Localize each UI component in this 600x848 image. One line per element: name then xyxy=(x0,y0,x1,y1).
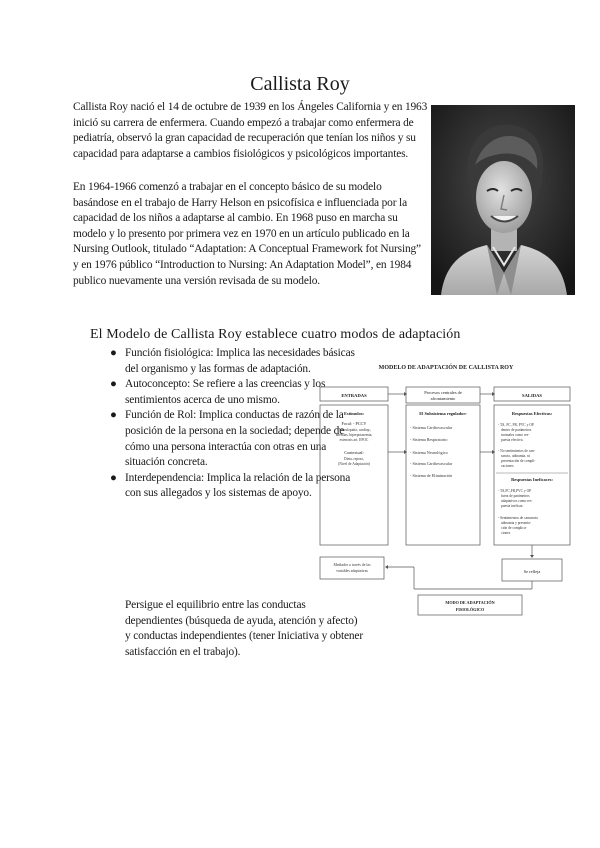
subsystems-title: El Subsistema regulador: xyxy=(419,411,467,416)
ineffective-line: - TA,FC,FR,PVC y OP xyxy=(498,489,532,493)
effective-line: puesta efectiva. xyxy=(501,438,524,442)
page-title: Callista Roy xyxy=(250,73,350,95)
contextual-detail-2: (Nivel de Adaptación) xyxy=(338,462,370,466)
mode-physiological: Función fisiológica: Implica las necesidades básicas del organismo y las formas de adaptación. xyxy=(125,347,355,375)
adaptation-mode-line1: MODO DE ADAPTACIÓN xyxy=(445,600,495,605)
biography-paragraph-1: Callista Roy nació el 14 de octubre de 1939 en los Ángeles California y en 1963 inició su carrera de enfermera. Cuando empezó a trabajar como enfermera de pediatría, observó la gran capacidad de recuperación que tenían los niños y su capacidad para adaptarse a cambios fisiológicos y psicológicos importantes. xyxy=(73,101,428,160)
adaptation-mode-box xyxy=(418,595,522,615)
diagram-title: MODELO DE ADAPTACIÓN DE CALLISTA ROY xyxy=(378,365,514,371)
portrait-photo xyxy=(431,105,575,295)
mediator-line2: variables adaptativas xyxy=(336,569,368,573)
effective-line: presentación de compli- xyxy=(501,459,536,463)
interdependence-detail: Persigue el equilibrio entre las conductas dependientes (búsqueda de ayuda, atención y afecto) y conductas independientes (tener Iniciativa y obtener satisfacción en el trabajo). xyxy=(125,599,363,658)
bullet-icon: ● xyxy=(110,471,117,484)
processes-header-line2: afrontamiento xyxy=(430,396,456,401)
effective-line: caciones. xyxy=(501,464,515,468)
biography-paragraph-2: En 1964-1966 comenzó a trabajar en el concepto básico de su modelo basándose en el trabajo de Harry Helson en psicofísica e influenciada por la capacidad de los niños a adaptarse al cambio. En 1968 puso en marcha su modelo y lo presento por primera vez en 1970 en un artículo publicado en la Nursing Outlook, titulado “Adaptation: A Conceptual Framework fot Nursing” y en 1976 público “Introduction to Nursing: An Adaptation Model”, en 1984 publico nuevamente una versión revisada de su modelo. xyxy=(73,181,421,287)
processes-header-line1: Procesos centrales de xyxy=(424,390,462,395)
mediator-line1: Mediador a través de las xyxy=(333,563,371,567)
subsystem-item: - Sistema Cardiovascular xyxy=(410,461,453,466)
subsystem-item: - Sistema de Eliminación xyxy=(410,473,453,478)
bullet-icon: ● xyxy=(110,409,117,422)
focal-stimulus: Focal: - PCCV xyxy=(341,421,367,426)
ineffective-line: fuera de parámetros xyxy=(501,494,530,498)
ineffective-title: Respuestas Ineficaces: xyxy=(511,477,553,482)
focal-detail-3: estenosis art. EPOC xyxy=(339,438,369,442)
adaptation-mode-line2: FISIOLÓGICO xyxy=(455,607,485,612)
bullet-icon: ● xyxy=(110,378,117,391)
inputs-header: ENTRADAS xyxy=(341,393,367,398)
feedback-label: Se refleja xyxy=(523,569,541,574)
stimuli-title: Estímulos: xyxy=(343,411,365,416)
outputs-header: SALIDAS xyxy=(522,393,542,398)
ineffective-line: ciones. xyxy=(501,531,512,535)
contextual-detail-1: Dieta, reposo, xyxy=(343,457,365,461)
focal-detail-2: anemias, hiperpotasemia, xyxy=(335,433,373,437)
adaptation-model-diagram xyxy=(318,357,590,617)
ineffective-line: - Sentimientos de cansancio xyxy=(498,516,539,520)
subsystem-item: - Sistema Cardiovascular xyxy=(410,425,453,430)
effective-line: sancio, adinamia, ni xyxy=(501,454,530,458)
ineffective-line: puesta ineficaz. xyxy=(501,504,524,508)
adaptation-modes-heading: El Modelo de Callista Roy establece cuatro modos de adaptación xyxy=(90,327,461,342)
subsystem-item: - Sistema Respiratorio xyxy=(410,437,448,442)
effective-line: normales como res- xyxy=(501,433,530,437)
focal-detail-1: - Valvulopatía, cardiop., xyxy=(336,428,372,432)
effective-line: dentro de parámetros xyxy=(501,428,532,432)
mode-role-function: Función de Rol: Implica conductas de razón de la posición de la persona en la sociedad; depende de cómo una persona interactúa con otras en una situación concreta. xyxy=(125,409,345,469)
effective-title: Respuestas Efectivas: xyxy=(511,411,553,416)
inputs-box xyxy=(320,405,388,545)
effective-line: - No sentimientos de can- xyxy=(498,449,535,453)
contextual-title: Contextual: xyxy=(344,450,364,455)
subsystem-item: - Sistema Neurológico xyxy=(410,450,448,455)
mediator-box xyxy=(320,557,384,579)
mode-self-concept: Autoconcepto: Se refiere a las creencias y los sentimientos acerca de uno mismo. xyxy=(125,378,326,406)
mode-interdependence: Interdependencia: Implica la relación de la persona con sus allegados y los sistemas de apoyo. xyxy=(125,471,351,500)
bullet-icon: ● xyxy=(110,347,117,359)
ineffective-line: adaptativos como res- xyxy=(501,499,533,503)
ineffective-line: ción de complica- xyxy=(501,526,527,530)
ineffective-line: adinamia y presenta- xyxy=(501,521,531,525)
effective-line: - TA, FC, FR, PVC y OP xyxy=(498,423,534,427)
